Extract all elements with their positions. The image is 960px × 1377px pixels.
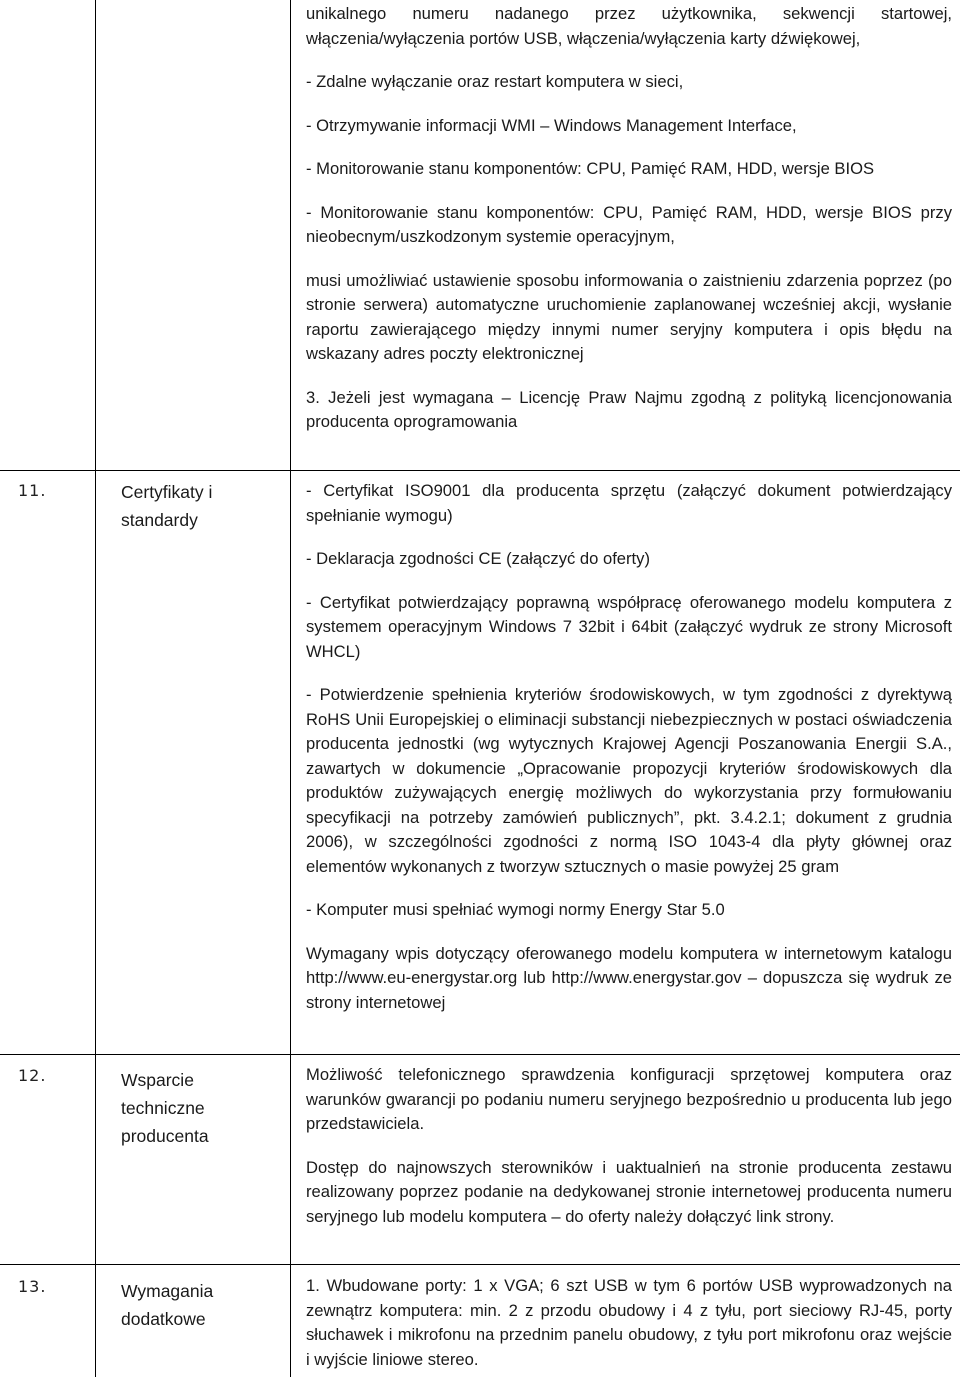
row-divider: [0, 470, 960, 471]
list-item: - Otrzymywanie informacji WMI – Windows Management Interface,: [306, 115, 797, 135]
row-number: 11.: [18, 481, 47, 500]
row-divider: [0, 1054, 960, 1055]
row-label: Certyfikaty i standardy: [121, 482, 213, 530]
paragraph: Wymagany wpis dotyczący oferowanego modelu komputera w internetowym katalogu http://www.eu-energystar.org lub http://www.energystar.gov – dopuszcza się wydruk ze strony internetowej: [306, 943, 952, 1012]
row-label: Wymagania dodatkowe: [121, 1281, 214, 1329]
row-label: Wsparcie techniczne producenta: [121, 1070, 209, 1146]
list-item: - Certyfikat ISO9001 dla producenta sprzętu (załączyć dokument potwierdzający spełnianie wymogu): [306, 481, 952, 525]
list-item: - Monitorowanie stanu komponentów: CPU, Pamięć RAM, HDD, wersje BIOS przy nieobecnym/uszkodzonym systemie operacyjnym,: [306, 202, 952, 246]
list-item: - Komputer musi spełniać wymogi normy Energy Star 5.0: [306, 900, 725, 919]
row-number: 13.: [18, 1277, 47, 1296]
continuation-cell: [306, 2, 952, 435]
paragraph: Dostęp do najnowszych sterowników i uaktualnień na stronie producenta zestawu realizowany poprzez podanie na dedykowanej stronie internetowej producenta numeru seryjnego lub modelu komputera – do oferty należy dołączyć link strony.: [306, 1157, 952, 1226]
wymagania-cell: [306, 1274, 952, 1372]
paragraph: Możliwość telefonicznego sprawdzenia konfiguracji sprzętowej komputera oraz warunków gwarancji po podaniu numeru seryjnego bezpośrednio u producenta lub jego przedstawiciela.: [306, 1065, 952, 1133]
row-divider: [0, 1264, 960, 1265]
list-item: - Monitorowanie stanu komponentów: CPU, Pamięć RAM, HDD, wersje BIOS: [306, 159, 875, 178]
wsparcie-cell: [306, 1063, 952, 1229]
certyfikaty-cell: [306, 479, 952, 1015]
paragraph: 3. Jeżeli jest wymagana – Licencję Praw Najmu zgodną z polityką licencjonowania producenta oprogramowania: [306, 387, 952, 431]
column-divider: [95, 0, 96, 1377]
list-item: - Deklaracja zgodności CE (załączyć do oferty): [306, 549, 650, 568]
list-item: - Certyfikat potwierdzający poprawną współpracę oferowanego modelu komputera z systemem operacyjnym Windows 7 32bit i 64bit (załączyć wydruk ze strony Microsoft WHCL): [306, 592, 952, 661]
paragraph: musi umożliwiać ustawienie sposobu informowania o zaistnieniu zdarzenia poprzez (po stronie serwera) automatyczne uruchomienie zaplanowanej wcześniej akcji, wysłanie raportu zawierającego między innymi numer seryjny komputera i opis błędu na wskazany adres poczty elektronicznej: [306, 270, 952, 363]
column-divider: [290, 0, 291, 1377]
list-item: 1. Wbudowane porty: 1 x VGA; 6 szt USB w tym 6 portów USB wyprowadzonych na zewnątrz komputera: min. 2 z przodu obudowy i 4 z tyłu, port sieciowy RJ-45, porty słuchawek i mikrofonu na przednim panelu obudowy, z tyłu port mikrofonu oraz wejście i wyjście liniowe stereo.: [306, 1276, 952, 1369]
list-item: - Potwierdzenie spełnienia kryteriów środowiskowych, w tym zgodności z dyrektywą RoHS Unii Europejskiej o eliminacji substancji niebezpiecznych w postaci oświadczenia producenta jednostki (wg wytycznych Krajowej Agencji Poszanowania Energii S.A., zawartych w dokumencie „Opracowanie propozycji kryteriów środowiskowych dla produktów zużywających energię możliwych do wykorzystania przy formułowaniu specyfikacji na potrzeby zamówień publicznych”, pkt. 3.4.2.1; dokument z grudnia 2006), w szczególności zgodności z normą ISO 1043-4 dla płyty głównej oraz elementów wykonanych z tworzyw sztucznych o masie powyżej 25 gram: [306, 685, 952, 876]
paragraph: unikalnego numeru nadanego przez użytkownika, sekwencji startowej, włączenia/wyłączenia portów USB, włączenia/wyłączenia karty dźwiękowej,: [306, 4, 952, 48]
row-number: 12.: [18, 1066, 47, 1085]
list-item: - Zdalne wyłączanie oraz restart komputera w sieci,: [306, 72, 684, 91]
